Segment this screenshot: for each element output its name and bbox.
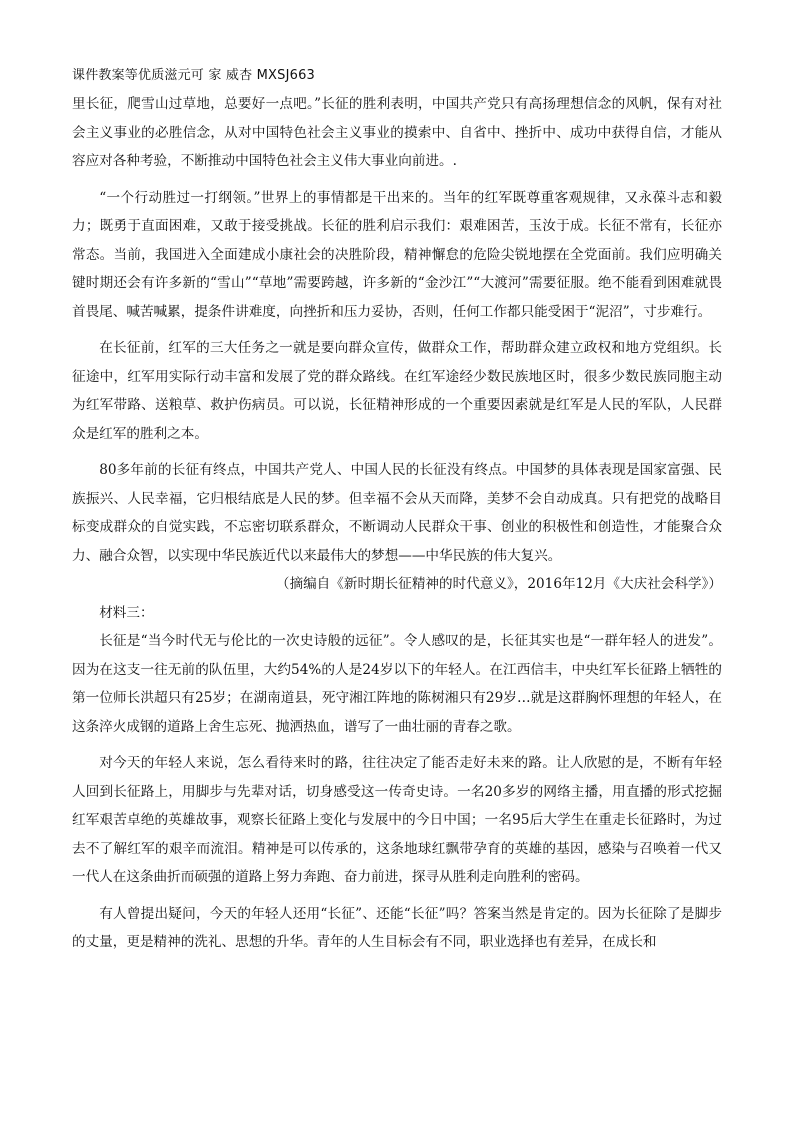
paragraph-2: “一个行动胜过一打纲领。”世界上的事情都是干出来的。当年的红军既尊重客观规律，又永葆斗志和毅力；既勇于直面困难，又敢于接受挑战。长征的胜利启示我们：艰难困苦，玉汝于成。长征不常有，长征亦常态。当前，我国进入全面建成小康社会的决胜阶段，精神懈怠的危险尖锐地摆在全党面前。我们应明确关键时期还会有许多新的“雪山”“草地”需要跨越，许多新的“金沙江”“大渡河”需要征服。绝不能看到困难就畏首畏尾、喊苦喊累，提条件讲难度，向挫折和压力妥协，否则，任何工作都只能受困于“泥沼”，寸步难行。 [72, 189, 722, 320]
paragraph-5: 长征是“当今时代无与伦比的一次史诗般的远征”。令人感叹的是，长征其实也是“一群年轻人的进发”。因为在这支一往无前的队伍里，大约54%的人是24岁以下的年轻人。在江西信丰，中央红军长征路上牺牲的第一位师长洪超只有25岁；在湖南道县，死守湘江阵地的陈树湘只有29岁…就是这群胸怀理想的年轻人，在这条淬火成钢的道路上舍生忘死、抛洒热血，谱写了一曲壮丽的青春之歌。 [72, 633, 722, 735]
material-label: 材料三： [99, 604, 154, 621]
paragraph-6: 对今天的年轻人来说，怎么看待来时的路，往往决定了能否走好未来的路。让人欣慰的是，不断有年轻人回到长征路上，用脚步与先辈对话，切身感受这一传奇史诗。一名20多岁的网络主播，用直播的形式挖掘红军艰苦卓绝的英雄故事，观察长征路上变化与发展中的今日中国；一名95后大学生在重走长征路时，为过去不了解红军的艰辛而流泪。精神是可以传承的，这条地球红飘带孕育的英雄的基因，感染与召唤着一代又一代人在这条曲折而硕强的道路上努力奔跑、奋力前进，探寻从胜利走向胜利的密码。 [72, 755, 722, 885]
paragraph-1: 里长征，爬雪山过草地，总要好一点吧。”长征的胜利表明，中国共产党只有高扬理想信念的风帆，保有对社会主义事业的必胜信念，从对中国特色社会主义事业的摸索中、自省中、挫折中、成功中获得自信，才能从容应对各种考验，不断推动中国特色社会主义伟大事业向前进。. [72, 96, 722, 169]
document-page [72, 66, 722, 957]
source-citation: （摘编自《新时期长征精神的时代意义》，2016年12月《大庆社会科学》） [275, 576, 722, 592]
paragraph-7: 有人曾提出疑问，今天的年轻人还用“长征”、还能“长征”吗？答案当然是肯定的。因为长征除了是脚步的丈量，更是精神的洗礼、思想的升华。青年的人生目标会有不同，职业选择也有差异，在成长和 [72, 905, 722, 950]
paragraph-4: 80多年前的长征有终点，中国共产党人、中国人民的长征没有终点。中国梦的具体表现是国家富强、民族振兴、人民幸福，它归根结底是人民的梦。但幸福不会从天而降，美梦不会自动成真。只有把党的战略目标变成群众的自觉实践，不忘密切联系群众，不断调动人民群众干事、创业的积极性和创造性，才能聚合众力、融合众智，以实现中华民族近代以来最伟大的梦想——中华民族的伟大复兴。 [72, 462, 722, 564]
page-header: 课件教案等优质滋元可 家 威杏 MXSJ663 [72, 68, 316, 83]
paragraph-3: 在长征前，红军的三大任务之一就是要向群众宣传，做群众工作，帮助群众建立政权和地方党组织。长征途中，红军用实际行动丰富和发展了党的群众路线。在红军途经少数民族地区时，很多少数民族同胞主动为红军带路、送粮草、救护伤病员。可以说，长征精神形成的一个重要因素就是红军是人民的军队，人民群众是红军的胜利之本。 [72, 340, 722, 442]
